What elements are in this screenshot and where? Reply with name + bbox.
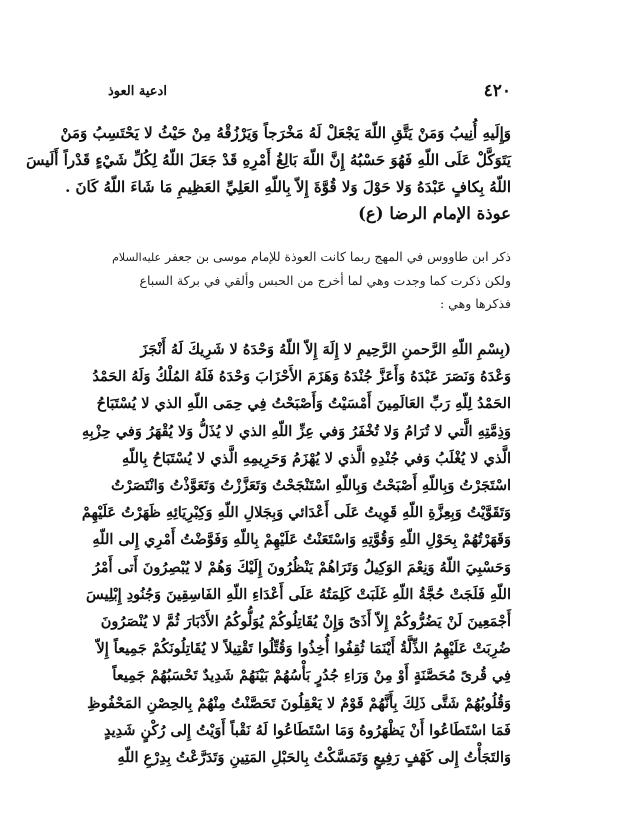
dua-line: وَذِمَّتِهِ الَّتي لا تُرَامُ وَلا تُخْفَرُ وَفي عِزِّ اللّهِ الذي لا يُذَلُّ وَلا يُقْهَرُ وَفي حِزْبِهِ	[82, 422, 511, 440]
running-title: ادعية العوذ	[108, 83, 167, 99]
intro-line	[108, 292, 511, 315]
dua-line: اسْتَجَرْتُ وَبِاللّهِ أَصْبَحْتُ وَبِاللّهِ اسْتَنْجَحْتُ وَتَعَزَّزْتُ وَتَعَوَّذْتُ وَانْتَصَرْتُ	[111, 477, 511, 495]
dua-line: فَمَا اسْتَطَاعُوا أَنْ يَظْهَرُوهُ وَمَا اسْتَطَاعُوا لَهُ نَقْباً أَوَيْتُ إِلى رُكْنٍ شَدِيدٍ	[104, 721, 511, 739]
dua-line: وَقُلُوبُهُمْ شَتَّى ذَلِكَ بِأَنَّهُمْ قَوْمٌ لا يَعْقِلُونَ تَحَصَّنْتُ مِنْهُمْ بِالحِصْنِ المَحْفُوظِ	[87, 694, 511, 712]
intro-paragraph	[108, 245, 511, 315]
dua-line: الَّذي لا يُغْلَبُ وَفي جُنْدِهِ الَّذي لا يُهْزَمُ وَحَرِيمِهِ الَّذي لا يُسْتَبَاحُ بِاللّهِ	[121, 449, 511, 467]
honorific-symbol: عليه‌السلام	[112, 251, 162, 264]
dua-text	[81, 336, 511, 771]
page-number: ٤٢٠	[483, 81, 511, 101]
dua-line: أَجْمَعِينَ لَنْ يَضُرُّوكُمْ إِلاّ أَذَىً وَإِنْ يُقَاتِلُوكُمْ يُوَلُّوكُمُ الأَدْبَارَ ثُمَّ لا يُنْصَرُونَ	[100, 613, 511, 631]
quran-passage	[26, 120, 511, 201]
dua-line: وَتَقَوَّيْتُ وَبِعِزَّةِ اللّهِ قَوِيتُ عَلَى أَعْدَائي وَبِجَلالِ اللّهِ وَكِبْرِيَائِهِ ظَهَرْتُ عَلَيْهِمْ	[81, 504, 511, 522]
dua-line: ضُرِبَتْ عَلَيْهِمُ الذِّلَّةُ أَيْنَمَا ثُقِفُوا أُخِذُوا وَقُتِّلُوا تَقْتِيلاً لا يُقَاتِلُونَكُمْ جَمِيعاً إِلاّ	[96, 640, 511, 658]
intro-line: ولكن ذكرت كما وجدت وهي لما أخرج من الحبس وألقي في بركة السباع	[139, 273, 511, 288]
intro-line-text: ذكر ابن طاووس في المهج ربما كانت العوذة للإمام موسى بن جعفر	[165, 249, 511, 264]
quran-line: وَإِلَيهِ أُنِيبُ وَمَنْ يَتَّقِ اللّهَ يَجْعَلْ لَهُ مَخْرَجاً وَيَرْزُقْهُ مِنْ حَيْثُ لا يَحْتَسِبُ وَمَنْ	[60, 124, 511, 142]
intro-line-text: فذكرها وهي :	[440, 296, 511, 311]
dua-line: وَالتَجَأْتُ إِلى كَهْفٍ رَفِيعٍ وَتَمَسَّكْتُ بِالحَبْلِ المَتِينِ وَتَدَرَّعْتُ بِدِرْعِ اللّهِ	[117, 749, 511, 767]
dua-line: فِي قُرىً مُحَصَّنَةٍ أَوْ مِنْ وَرَاءِ جُدُرٍ بَأْسُهُمْ بَيْنَهُمْ شَدِيدٌ تَحْسَبُهُمْ جَمِيعاً	[112, 667, 511, 685]
intro-line	[108, 245, 511, 269]
dua-line: اللّهِ فَلَجَتْ حُجَّةُ اللّهِ غَلَبَتْ كَلِمَتُهُ عَلَى أَعْدَاءِ اللّهِ الفَاسِقِينَ وَجُنُودِ إِبْلِيسَ	[85, 585, 511, 603]
dua-line: وَعْدَهُ وَنَصَرَ عَبْدَهُ وَأَعَزَّ جُنْدَهُ وَهَزَمَ الأَحْزَابَ وَحْدَهُ فَلَهُ المُلْكُ وَلَهُ الحَمْدُ	[92, 368, 511, 386]
dua-line: الحَمْدُ لِلّهِ رَبِّ العَالَمِينَ أَمْسَيْتُ وَأَصْبَحْتُ فِي حِمَى اللّهِ الذي لا يُسْتَبَاحُ	[96, 395, 511, 413]
dua-line: وَحَسْبِيَ اللّهُ وَنِعْمَ الوَكِيلُ وَتَرَاهُمْ يَنْظُرُونَ إِلَيْكَ وَهُمْ لا يُبْصِرُونَ أَتى أَمْرُ	[92, 558, 511, 576]
quran-line: اللّهُ بِكافٍ عَبْدَهُ وَلا حَوْلَ وَلا قُوَّةَ إِلاّ بِاللّهِ العَلِيِّ العَظِيمِ مَا شَاءَ اللّهُ كَانَ .	[65, 178, 511, 196]
page-header	[108, 80, 511, 102]
section-heading: عوذة الإمام الرضا (ع)	[358, 204, 511, 223]
dua-line: (بِسْمِ اللّهِ الرَّحمنِ الرَّحِيمِ لا إِلَهَ إِلاّ اللّهُ وَحْدَهُ لا شَرِيكَ لَهُ أَنْجَزَ	[140, 341, 511, 358]
dua-line: وَقَهَرْتُهُمْ بِحَوْلِ اللّهِ وَقُوَّتِهِ وَاسْتَعَنْتُ عَلَيْهِمْ بِاللّهِ وَفَوَّضْتُ أَمْرِي إِلى اللّهِ	[92, 531, 511, 549]
quran-line: يَتَوَكَّلْ عَلَى اللّهِ فَهُوَ حَسْبُهُ إِنَّ اللّهَ بَالِغُ أَمْرِهِ قَدْ جَعَلَ اللّهُ لِكُلِّ شَيْءٍ قَدْراً أَلَيسَ	[26, 151, 511, 169]
